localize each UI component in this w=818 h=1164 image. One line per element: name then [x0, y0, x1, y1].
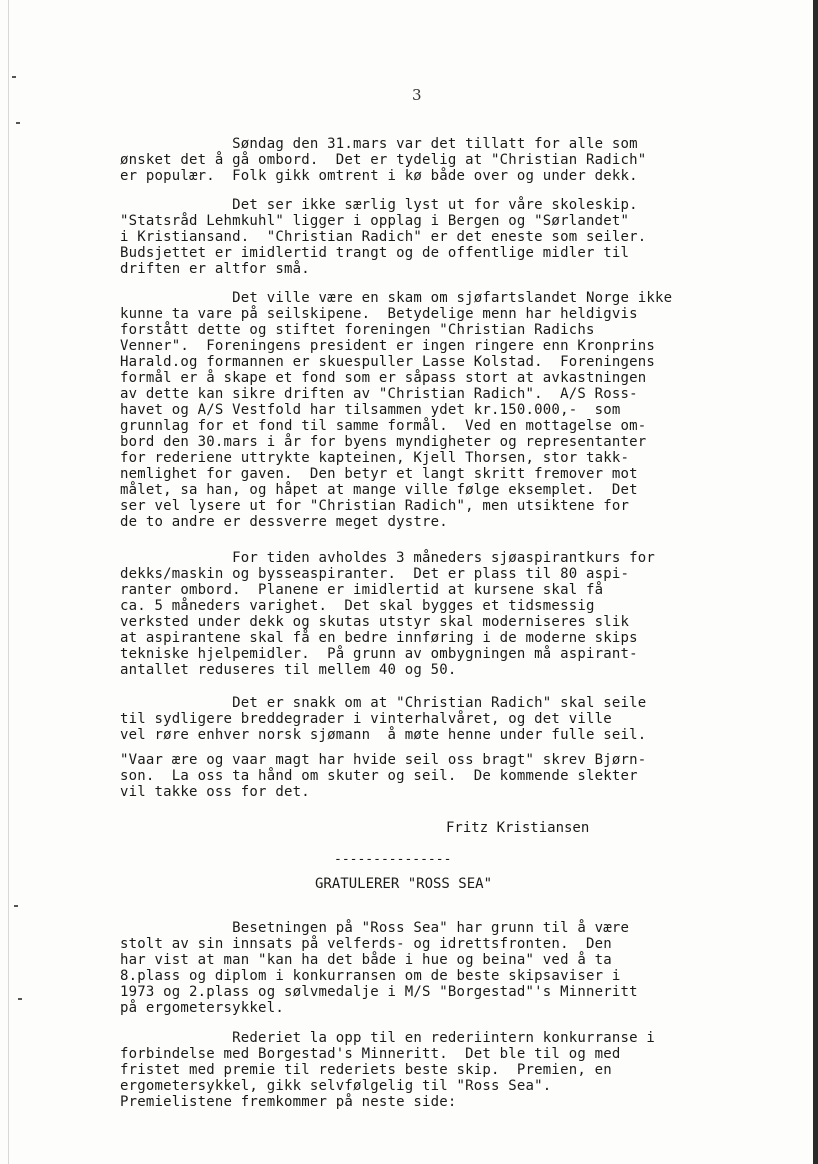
text-line: ergometersykkel, gikk selvfølgelig til "Ross Sea". — [120, 1078, 552, 1094]
paragraph — [120, 920, 760, 1016]
paragraph — [120, 1030, 760, 1110]
text-line: Premielistene fremkommer på neste side: — [120, 1094, 457, 1110]
text-line: son. La oss ta hånd om skuter og seil. De kommende slekter — [120, 768, 638, 784]
text-line: for rederiene uttrykte kapteinen, Kjell Thorsen, stor takk- — [120, 450, 630, 466]
text-line: forstått dette og stiftet foreningen "Christian Radichs — [120, 322, 595, 338]
paragraph — [120, 752, 760, 800]
text-line: ranter ombord. Planene er imidlertid at kursene skal få — [120, 582, 604, 598]
text-line: formål er å skape et fond som er såpass stort at avkastningen — [120, 370, 647, 386]
page-number: 3 — [412, 86, 422, 104]
text-line: dekks/maskin og bysseaspiranter. Det er plass til 80 aspi- — [120, 566, 630, 582]
text-line: vel røre enhver norsk sjømann å møte henne under fulle seil. — [120, 727, 647, 743]
text-line: 1973 og 2.plass og sølvmedalje i M/S "Borgestad"'s Minneritt — [120, 984, 638, 1000]
page-edge-left — [8, 0, 9, 1164]
text-line: vil takke oss for det. — [120, 784, 310, 800]
text-line: er populær. Folk gikk omtrent i kø både over og under dekk. — [120, 168, 638, 184]
text-line: til sydligere breddegrader i vinterhalvåret, og det ville — [120, 711, 612, 727]
text-line: forbindelse med Borgestad's Minneritt. Det ble til og med — [120, 1046, 621, 1062]
text-line: ser vel lysere ut for "Christian Radich", men utsiktene for — [120, 498, 630, 514]
text-line: Det ville være en skam om sjøfartslandet Norge ikke — [120, 290, 673, 306]
text-line: havet og A/S Vestfold har tilsammen ydet kr.150.000,- som — [120, 402, 621, 418]
text-line: Det ser ikke særlig lyst ut for våre skoleskip. — [120, 197, 638, 213]
text-line: Rederiet la opp til en rederiintern konkurranse i — [120, 1030, 655, 1046]
text-line: ca. 5 måneders varighet. Det skal bygges et tidsmessig — [120, 598, 595, 614]
paragraph — [120, 550, 760, 678]
author-signature: Fritz Kristiansen — [446, 820, 590, 836]
text-line: ønsket det å gå ombord. Det er tydelig at "Christian Radich" — [120, 152, 647, 168]
text-line: Det er snakk om at "Christian Radich" skal seile — [120, 695, 647, 711]
section-divider: --------------- — [334, 852, 452, 867]
text-line: Venner". Foreningens president er ingen ringere enn Kronprins — [120, 338, 655, 354]
text-line: at aspirantene skal få en bedre innføring i de moderne skips — [120, 630, 638, 646]
binding-mark — [16, 122, 20, 124]
text-line: har vist at man "kan ha det både i hue og beina" ved å ta — [120, 952, 612, 968]
text-line: "Statsråd Lehmkuhl" ligger i opplag i Bergen og "Sørlandet" — [120, 213, 630, 229]
paragraph — [120, 136, 760, 184]
text-line: Besetningen på "Ross Sea" har grunn til å være — [120, 920, 630, 936]
text-line: målet, sa han, og håpet at mange ville følge eksemplet. Det — [120, 482, 638, 498]
page-edge-right — [813, 0, 818, 1164]
text-line: stolt av sin innsats på velferds- og idrettsfronten. Den — [120, 936, 612, 952]
text-line: Harald.og formannen er skuespuller Lasse Kolstad. Foreningens — [120, 354, 655, 370]
text-line: grunnlag for et fond til samme formål. Ved en mottagelse om- — [120, 418, 647, 434]
text-line: tekniske hjelpemidler. På grunn av ombygningen må aspirant- — [120, 646, 638, 662]
text-line: de to andre er dessverre meget dystre. — [120, 514, 448, 530]
paragraph — [120, 290, 760, 530]
paragraph — [120, 695, 760, 743]
text-line: Budsjettet er imidlertid trangt og de offentlige midler til — [120, 245, 630, 261]
binding-mark — [18, 998, 22, 1000]
text-line: i Kristiansand. "Christian Radich" er det eneste som seiler. — [120, 229, 647, 245]
binding-mark — [14, 905, 18, 907]
text-line: av dette kan sikre driften av "Christian Radich". A/S Ross- — [120, 386, 638, 402]
text-line: nemlighet for gaven. Den betyr et langt skritt fremover mot — [120, 466, 638, 482]
binding-mark — [12, 76, 16, 78]
text-line: 8.plass og diplom i konkurransen om de beste skipsaviser i — [120, 968, 621, 984]
text-line: antallet reduseres til mellem 40 og 50. — [120, 662, 457, 678]
text-line: på ergometersykkel. — [120, 1000, 284, 1016]
section-heading: GRATULERER "ROSS SEA" — [315, 876, 493, 892]
text-line: kunne ta vare på seilskipene. Betydelige menn har heldigvis — [120, 306, 638, 322]
text-line: fristet med premie til rederiets beste skip. Premien, en — [120, 1062, 612, 1078]
text-line: bord den 30.mars i år for byens myndigheter og representanter — [120, 434, 647, 450]
text-line: driften er altfor små. — [120, 261, 310, 277]
text-line: Søndag den 31.mars var det tillatt for alle som — [120, 136, 638, 152]
text-line: For tiden avholdes 3 måneders sjøaspirantkurs for — [120, 550, 655, 566]
text-line: "Vaar ære og vaar magt har hvide seil oss bragt" skrev Bjørn- — [120, 752, 647, 768]
text-line: verksted under dekk og skutas utstyr skal moderniseres slik — [120, 614, 630, 630]
paragraph — [120, 197, 760, 277]
